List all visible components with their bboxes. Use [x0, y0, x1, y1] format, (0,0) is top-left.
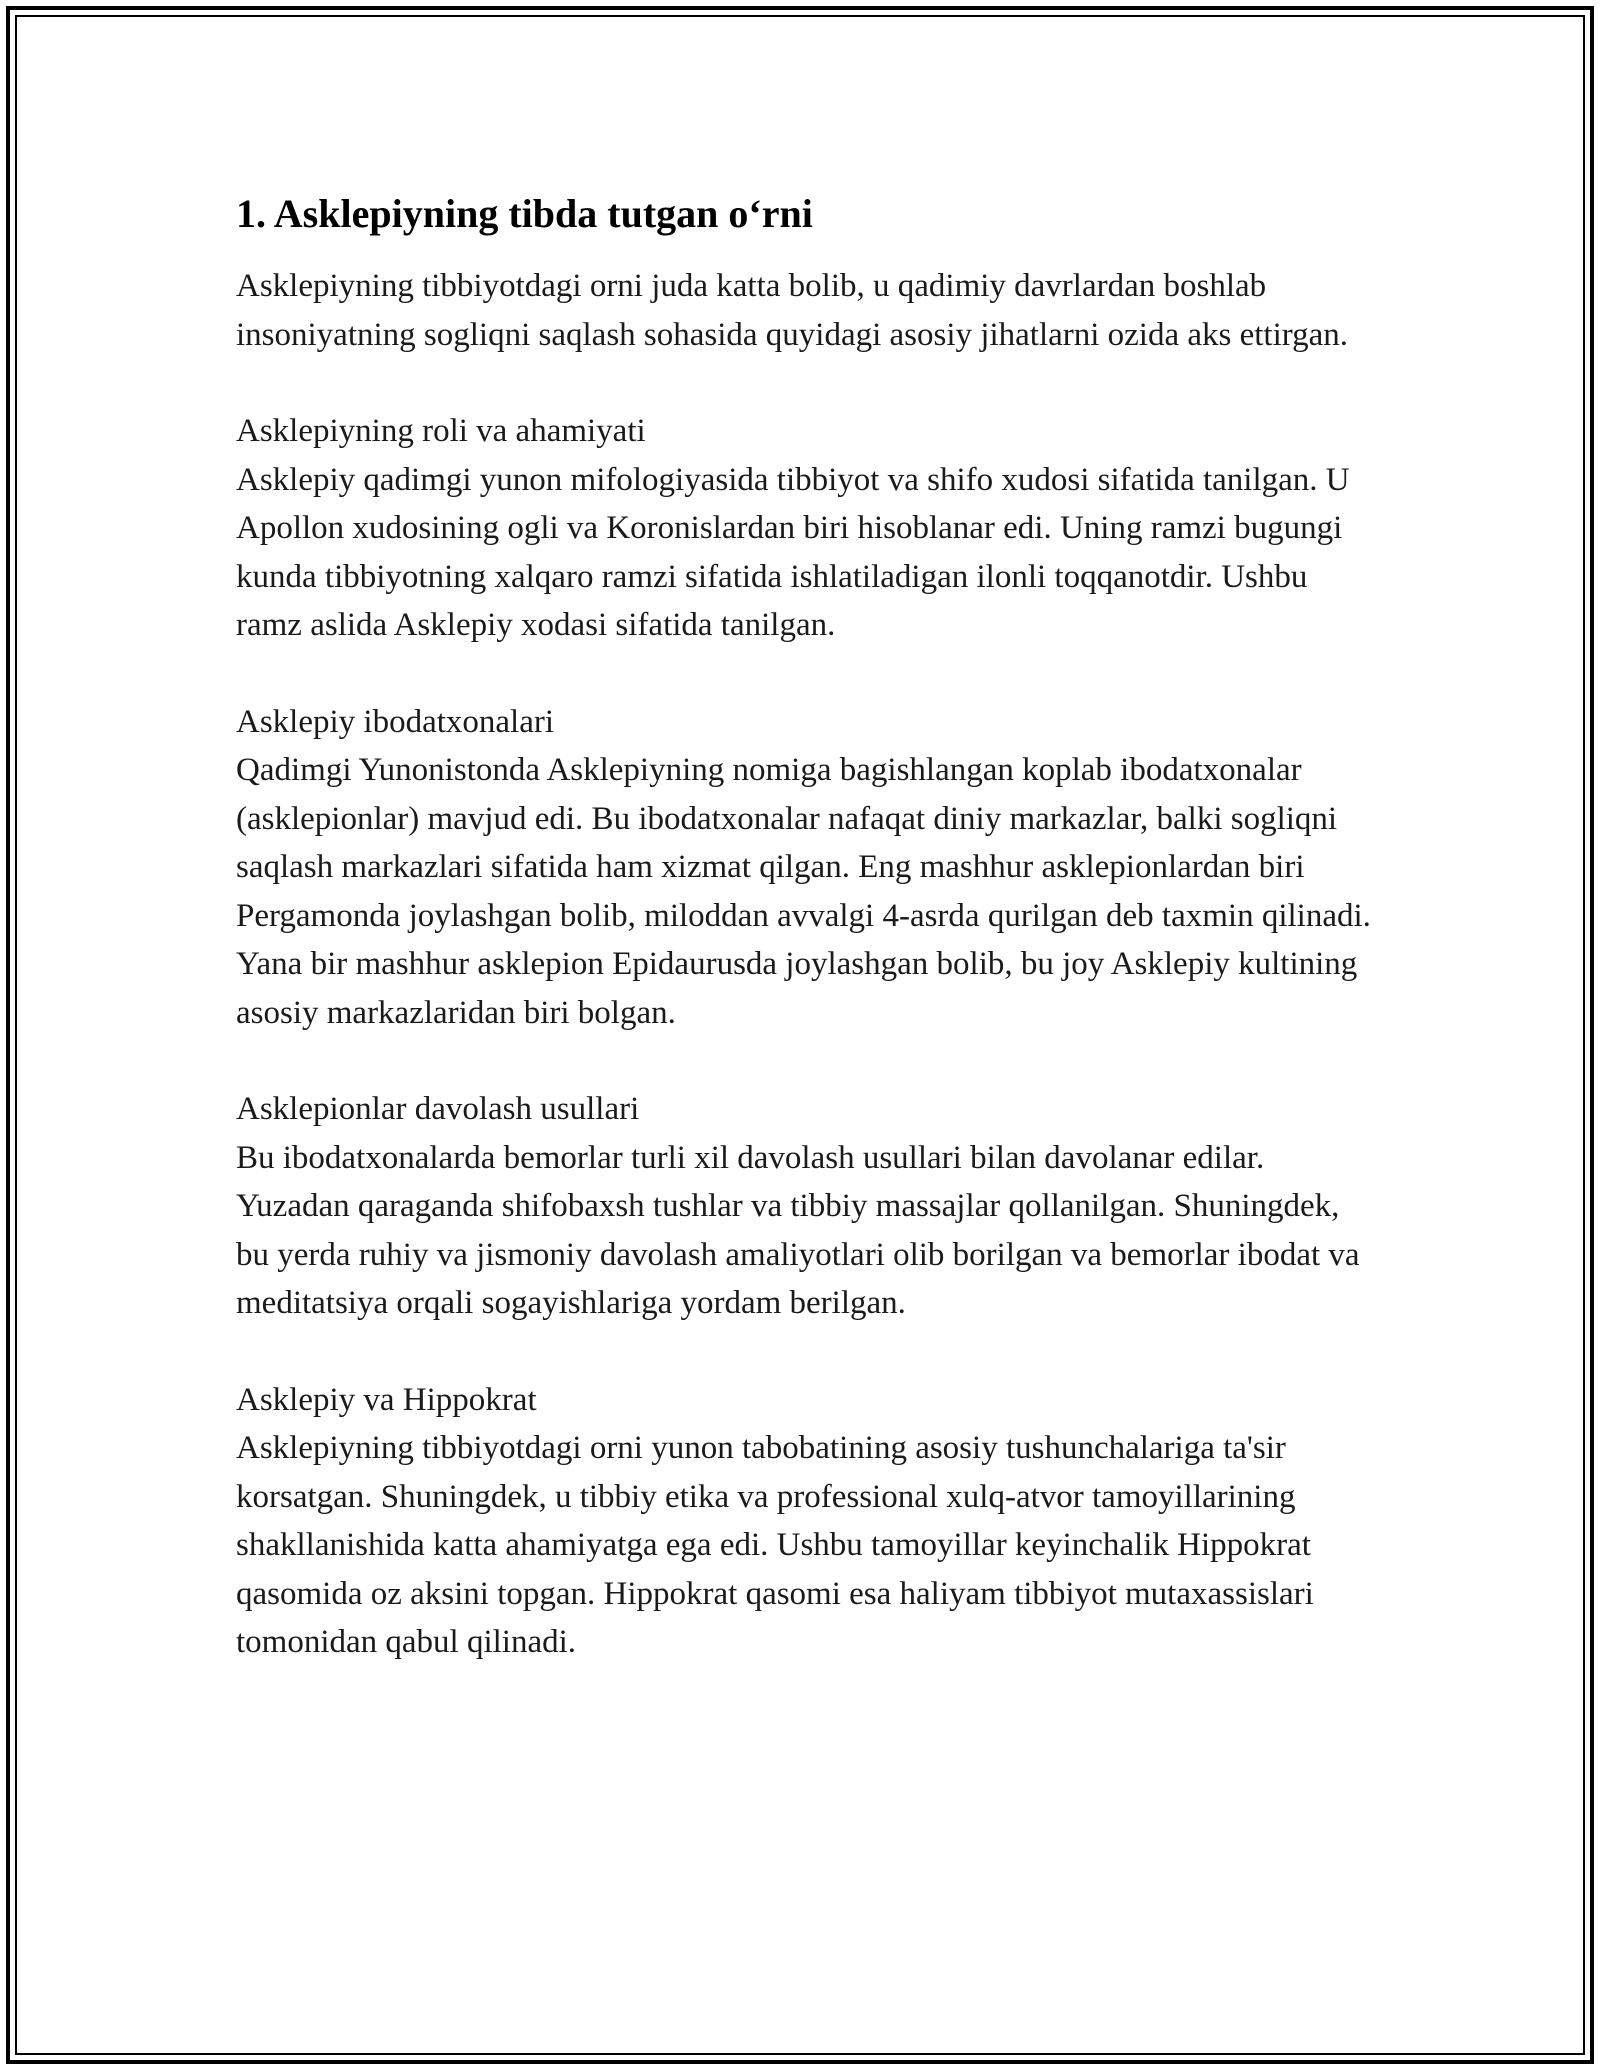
section-treatment-methods: [236, 1085, 1376, 1328]
section-body: Bu ibodatxonalarda bemorlar turli xil davolash usullari bilan davolanar edilar. Yuzadan qaraganda shifobaxsh tushlar va tibbiy massajlar qollanilgan. Shuningdek, bu yerda ruhiy va jismoniy davolash amaliyotlari olib borilgan va bemorlar ibodat va meditatsiya orqali sogayishlariga yordam berilgan.: [236, 1139, 1360, 1321]
section-body: Qadimgi Yunonistonda Asklepiyning nomiga bagishlangan koplab ibodatxonalar (asklepionlar) mavjud edi. Bu ibodatxonalar nafaqat diniy markazlar, balki sogliqni saqlash markazlari sifatida ham xizmat qilgan. Eng mashhur asklepionlardan biri Pergamonda joylashgan bolib, miloddan avvalgi 4-asrda qurilgan deb taxmin qilinadi. Yana bir mashhur asklepion Epidaurusda joylashgan bolib, bu joy Asklepiy kultining asosiy markazlaridan biri bolgan.: [236, 752, 1371, 1031]
section-body: Asklepiyning tibbiyotdagi orni yunon tabobatining asosiy tushunchalariga ta'sir korsatgan. Shuningdek, u tibbiy etika va professional xulq-atvor tamoyillarining shakllanishida katta ahamiyatga ega edi. Ushbu tamoyillar keyinchalik Hippokrat qasomida oz aksini topgan. Hippokrat qasomi esa haliyam tibbiyot mutaxassislari tomonidan qabul qilinadi.: [236, 1430, 1314, 1660]
section-role: [236, 407, 1376, 650]
section-heading: Asklepiy va Hippokrat: [236, 1381, 537, 1418]
section-temples: [236, 698, 1376, 1038]
section-hippocrates: [236, 1376, 1376, 1667]
document-content: [236, 188, 1376, 1715]
section-heading: Asklepiy ibodatxonalari: [236, 703, 555, 740]
section-heading: Asklepionlar davolash usullari: [236, 1091, 640, 1127]
intro-paragraph: Asklepiyning tibbiyotdagi orni juda katta bolib, u qadimiy davrlardan boshlab insoniyatning sogliqni saqlash sohasida quyidagi asosiy jihatlarni ozida aks ettirgan.: [236, 268, 1349, 353]
section-heading: Asklepiyning roli va ahamiyati: [236, 413, 646, 449]
section-body: Asklepiy qadimgi yunon mifologiyasida tibbiyot va shifo xudosi sifatida tanilgan. U Apollon xudosining ogli va Koronislardan biri hisoblanar edi. Uning ramzi bugungi kunda tibbiyotning xalqaro ramzi sifatida ishlatiladigan ilonli toqqanotdir. Ushbu ramz aslida Asklepiy xodasi sifatida tanilgan.: [236, 461, 1350, 643]
document-title: 1. Asklepiyning tibda tutgan o‘rni: [236, 191, 813, 236]
